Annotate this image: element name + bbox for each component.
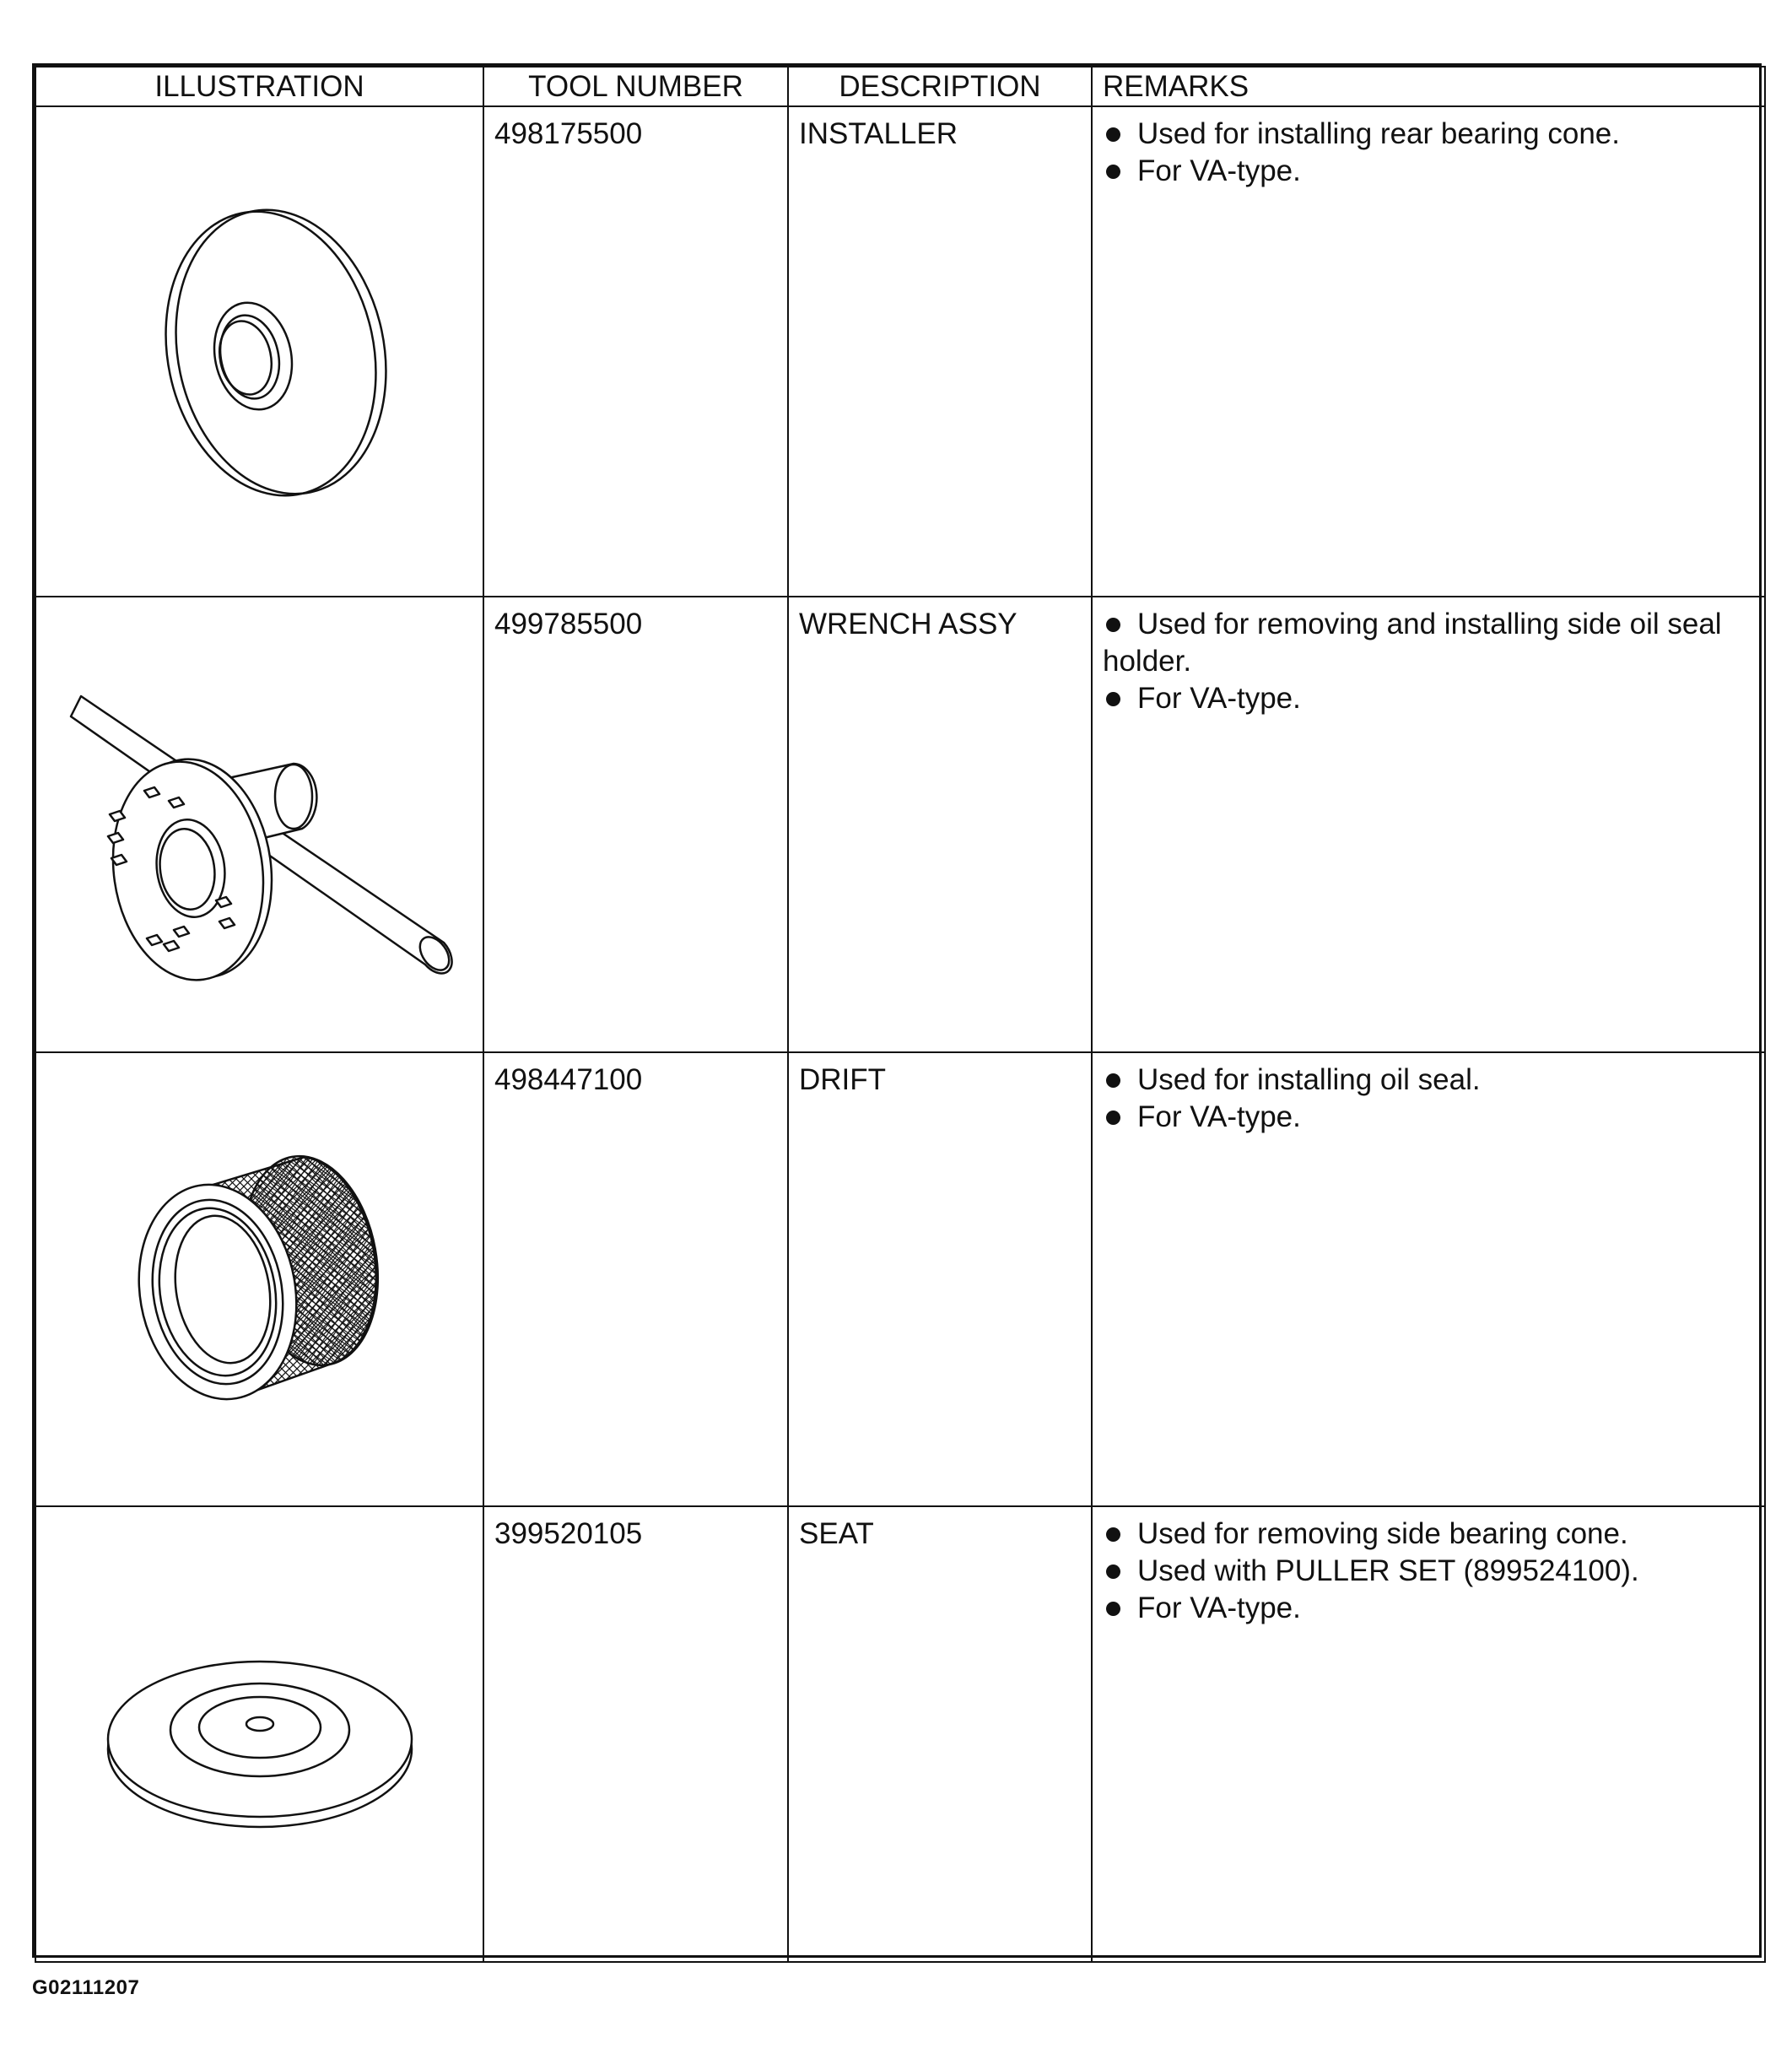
illustration-cell xyxy=(35,1506,483,1962)
remarks-cell xyxy=(1092,1506,1765,1962)
wrench-assy-icon xyxy=(49,647,471,1002)
header-description: DESCRIPTION xyxy=(788,67,1092,106)
header-illustration: ILLUSTRATION xyxy=(35,67,483,106)
header-tool-number: TOOL NUMBER xyxy=(483,67,788,106)
remark-item: Used for installing oil seal. xyxy=(1103,1062,1754,1099)
table-row xyxy=(35,597,1765,1052)
header-remarks: REMARKS xyxy=(1092,67,1765,106)
illustration-cell xyxy=(35,597,483,1052)
description-cell: DRIFT xyxy=(788,1052,1092,1506)
description-cell: WRENCH ASSY xyxy=(788,597,1092,1052)
bullet-icon xyxy=(1106,127,1120,142)
remark-item: For VA-type. xyxy=(1103,153,1754,190)
remark-item: For VA-type. xyxy=(1103,1590,1754,1627)
special-tools-table-frame xyxy=(32,63,1762,1958)
bullet-icon xyxy=(1106,1111,1120,1125)
remarks-cell xyxy=(1092,106,1765,597)
bullet-icon xyxy=(1106,1565,1120,1579)
remark-item: For VA-type. xyxy=(1103,680,1754,717)
bullet-icon xyxy=(1106,1073,1120,1088)
table-row xyxy=(35,1052,1765,1506)
special-tools-table xyxy=(35,66,1766,1963)
bullet-icon xyxy=(1106,692,1120,706)
tool-number-cell: 498175500 xyxy=(483,106,788,597)
remark-item: Used for removing side bearing cone. xyxy=(1103,1516,1754,1553)
remarks-cell xyxy=(1092,597,1765,1052)
installer-disc-icon xyxy=(108,175,412,529)
bullet-icon xyxy=(1106,1602,1120,1616)
knurled-drift-icon xyxy=(100,1111,420,1448)
remark-item: Used for removing and installing side oil seal holder. xyxy=(1103,608,1722,678)
illustration-cell xyxy=(35,106,483,597)
description-cell: INSTALLER xyxy=(788,106,1092,597)
tool-number-cell: 399520105 xyxy=(483,1506,788,1962)
tool-number-cell: 499785500 xyxy=(483,597,788,1052)
tool-number-cell: 498447100 xyxy=(483,1052,788,1506)
table-row xyxy=(35,1506,1765,1962)
remarks-cell xyxy=(1092,1052,1765,1506)
description-cell: SEAT xyxy=(788,1506,1092,1962)
bullet-icon xyxy=(1106,1527,1120,1542)
bullet-icon xyxy=(1106,165,1120,179)
seat-plate-icon xyxy=(100,1624,420,1844)
illustration-cell xyxy=(35,1052,483,1506)
remark-item: Used with PULLER SET (899524100). xyxy=(1103,1553,1754,1590)
remark-item: Used for installing rear bearing cone. xyxy=(1103,116,1754,153)
table-row xyxy=(35,106,1765,597)
figure-code: G02111207 xyxy=(32,1976,140,1999)
header-row xyxy=(35,67,1765,106)
remark-item: For VA-type. xyxy=(1103,1099,1754,1136)
bullet-icon xyxy=(1106,618,1120,632)
